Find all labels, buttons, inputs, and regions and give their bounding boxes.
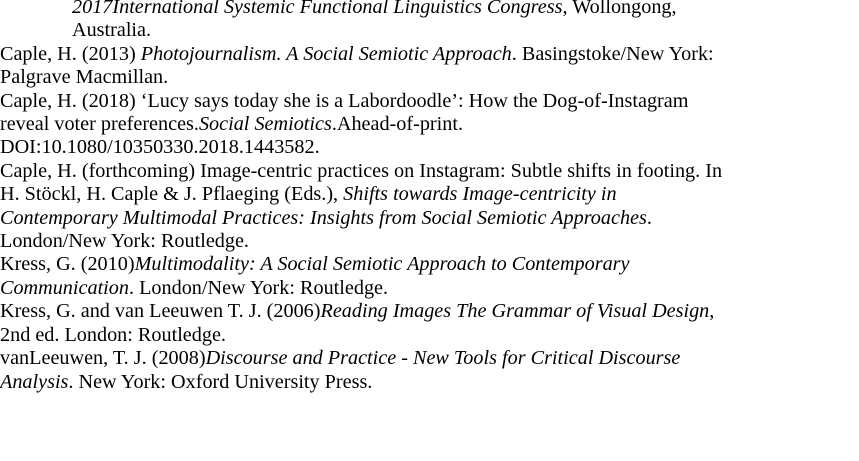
reference-text-segment: , Wollongong, [562,0,677,18]
reference-title-segment: Social Semiotics [198,113,332,136]
reference-line [0,300,859,323]
reference-entry-ref-caple-2018 [0,90,859,160]
reference-text-segment: reveal voter preferences. [0,113,199,136]
reference-entry-ref-caple-forthcoming [0,160,859,254]
reference-line [0,276,859,300]
reference-entry-ref-congress-tail [0,0,859,43]
reference-title-segment: Photojournalism. A Social Semiotic Approach [140,42,512,65]
reference-text-segment: . [646,206,652,229]
reference-text-segment: 2nd ed. London: Routledge. [0,323,226,346]
reference-line [0,42,859,66]
reference-title-segment: Reading Images The Grammar of Visual Design [320,300,710,323]
reference-text-segment: Palgrave Macmillan. [0,66,169,89]
reference-title-segment: Analysis [0,370,69,393]
reference-entry-ref-caple-2013 [0,43,859,90]
reference-line [0,370,859,394]
reference-text-segment: . Basingstoke/New York: [511,42,714,65]
reference-text-segment: Kress, G. (2010) [0,253,135,276]
reference-entry-ref-vanleeuwen-2008 [0,347,859,394]
reference-text-segment: Kress, G. and van Leeuwen T. J. (2006) [0,300,321,323]
reference-text-segment: Caple, H. (2013) [0,42,141,65]
reference-line [72,0,859,19]
reference-text-segment: , [709,300,715,323]
reference-text-segment: . New York: Oxford University Press. [68,370,373,393]
reference-line [0,89,859,113]
reference-title-segment: Communication [0,276,129,299]
reference-text-segment: London/New York: Routledge. [0,230,249,253]
reference-title-segment: Shifts towards Image-centricity in [343,183,617,206]
reference-title-segment: Contemporary Multimodal Practices: Insights from Social Semiotic Approaches [0,206,647,229]
reference-text-segment: . London/New York: Routledge. [128,276,389,299]
reference-entry-ref-kress-2010 [0,253,859,300]
reference-line [0,136,859,159]
reference-title-segment: Discourse and Practice - New Tools for Critical Discourse [205,347,681,370]
reference-line [0,113,859,136]
reference-text-segment: .Ahead-of-print. [331,113,463,136]
reference-text-segment: H. Stöckl, H. Caple & J. Pflaeging (Eds.), [0,183,344,206]
reference-text-segment: Australia. [72,19,152,42]
reference-line [0,183,859,206]
reference-title-segment: 2017International Systemic Functional Linguistics Congress [72,0,563,18]
reference-entry-ref-kress-vanleeuwen-2006 [0,300,859,347]
reference-text-segment: Caple, H. (2018) ‘Lucy says today she is a Labordoodle’: How the Dog-of-Instagram [0,89,689,112]
reference-line [0,66,859,89]
reference-text-segment: DOI:10.1080/10350330.2018.1443582. [0,136,320,159]
reference-text-segment: Caple, H. (forthcoming) Image-centric practices on Instagram: Subtle shifts in footing. In [0,159,723,182]
reference-line [0,159,859,183]
reference-line [0,323,859,347]
reference-line [0,253,859,276]
reference-line [0,206,859,230]
reference-line [0,347,859,370]
reference-line [72,19,859,42]
reference-line [0,230,859,253]
reference-text-segment: vanLeeuwen, T. J. (2008) [0,347,206,370]
reference-title-segment: Multimodality: A Social Semiotic Approach to Contemporary [134,253,630,276]
